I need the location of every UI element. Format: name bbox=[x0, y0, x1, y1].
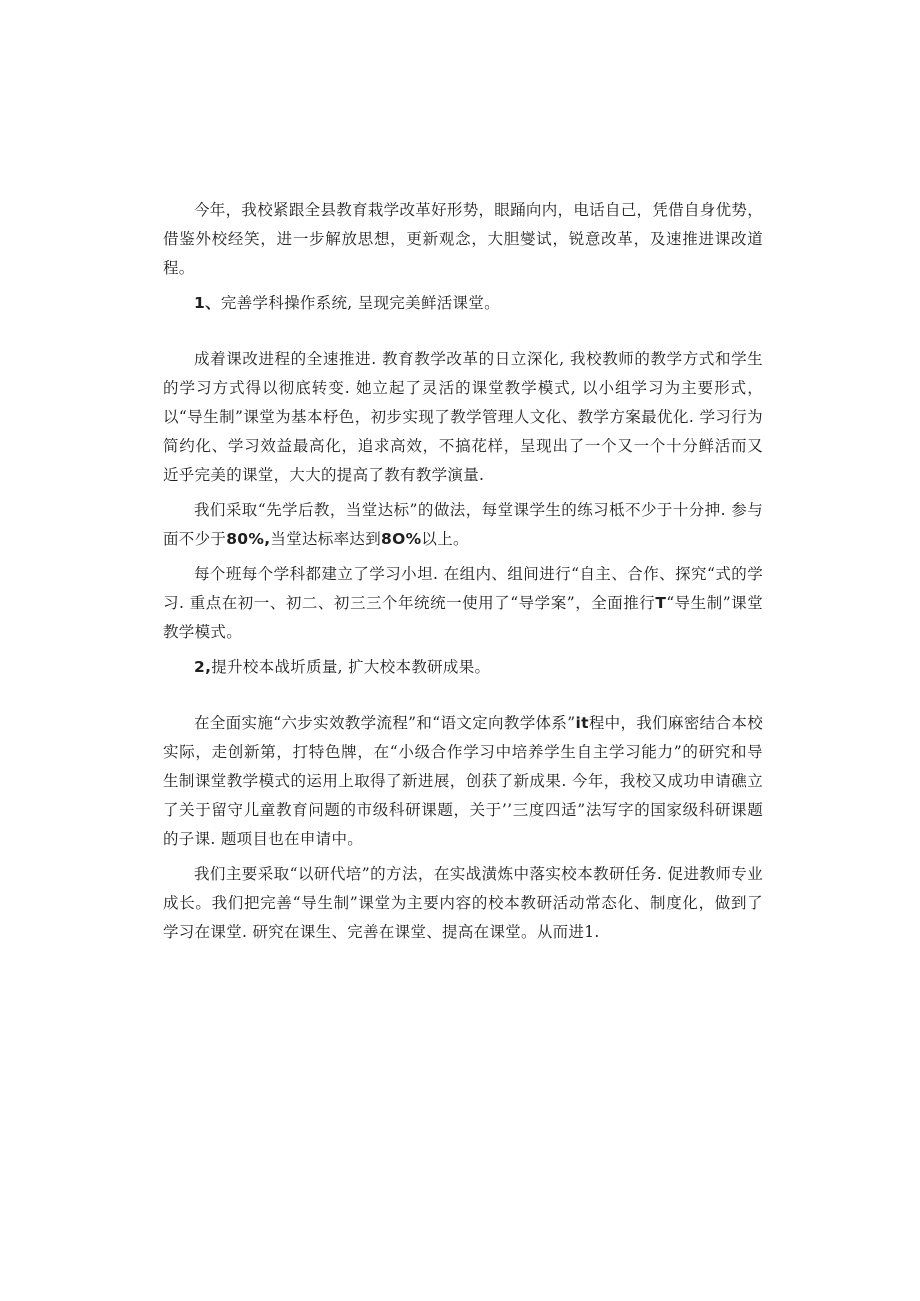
paragraph-groups bbox=[163, 560, 763, 647]
paragraph-practice bbox=[163, 496, 763, 554]
section-heading-2-number: 2, bbox=[194, 658, 212, 676]
section-heading-1-text: 完善学科操作系统, 呈现完美鲜活课堂。 bbox=[220, 294, 500, 312]
paragraph-training bbox=[163, 860, 763, 947]
paragraph-intro-text: 今年，我校紧跟全县教育栽学改革好形势，眼踊向内，电话自己，凭借自身优势，借鉴外校经笑，进一步解放思想，更新观念，大胆燮试，锐意改革，及速推进课改道程。 bbox=[163, 201, 763, 277]
paragraph-research-text-a: 在全面实施“六步实效教学流程”和“语文定向教学体系” bbox=[194, 714, 576, 732]
paragraph-intro bbox=[163, 196, 763, 283]
paragraph-practice-text-c: 以上。 bbox=[421, 530, 469, 548]
section-heading-1 bbox=[163, 289, 763, 318]
paragraph-practice-text-a: 我们采取“先学后教，当堂达标”的做法，每堂课学生的练习柢不少于十分抻. 参与面不少于 bbox=[163, 501, 763, 548]
paragraph-groups-letter: T bbox=[655, 594, 667, 612]
section-heading-1-number: 1、 bbox=[194, 294, 221, 312]
document-body bbox=[163, 196, 763, 947]
paragraph-research-text-b: 程中，我们麻密结合本校实际，走创新第，打特色牌，在“小级合作学习中培养学生自主学习能力”的研究和导生制课堂教学模式的运用上取得了新进展，创获了新成果. 今年，我校又成功申请礁立了关于留守儿童教育问题的市级科研课题，关于’’三度四适”法写字的国家级科研课题的子课. 题项目也在申请中。 bbox=[163, 714, 763, 848]
participation-rate: 80%, bbox=[226, 530, 271, 548]
section-heading-2-text: 提升校本战圻质量, 扩大校本教研成果。 bbox=[211, 658, 491, 676]
paragraph-research bbox=[163, 709, 763, 854]
section-heading-2 bbox=[163, 653, 763, 682]
paragraph-groups-text-b: “导生制”课堂教学模式。 bbox=[163, 594, 764, 641]
paragraph-reform bbox=[163, 345, 763, 490]
paragraph-training-text: 我们主要采取“以研代培”的方法，在实战潢炼中落实校本教研任务. 促进教师专业成长。我们把完善“导生制”课堂为主要内容的校本教研活动常态化、制度化，做到了学习在课堂. 研究在课生、完善在课堂、提高在课堂。从而进1. bbox=[163, 865, 763, 941]
pass-rate: 8O% bbox=[381, 530, 422, 548]
paragraph-practice-text-b: 当堂达标率达到 bbox=[270, 530, 382, 548]
paragraph-research-it: it bbox=[575, 714, 589, 732]
paragraph-groups-text-a: 每个班每个学科都建立了学习小坦. 在组内、组间进行“自主、合作、探究“式的学习. 重点在初一、初二、初三三个年统统一使用了“导学案”，全面推行 bbox=[163, 565, 763, 612]
paragraph-reform-text: 成着课改进程的全速推进. 教育教学改革的日立深化, 我校教师的教学方式和学生的学习方式得以彻底转变. 她立起了灵活的课堂教学模式, 以小组学习为主要形式，以“导生制”课堂为基本杼色，初步实现了教学管理人文化、教学方案最优化. 学习行为简约化、学习效益最高化，追求高效，不搞花样，呈现出了一个又一个十分鲜活而又近乎完美的课堂，大大的提高了教有教学演量. bbox=[163, 350, 763, 484]
